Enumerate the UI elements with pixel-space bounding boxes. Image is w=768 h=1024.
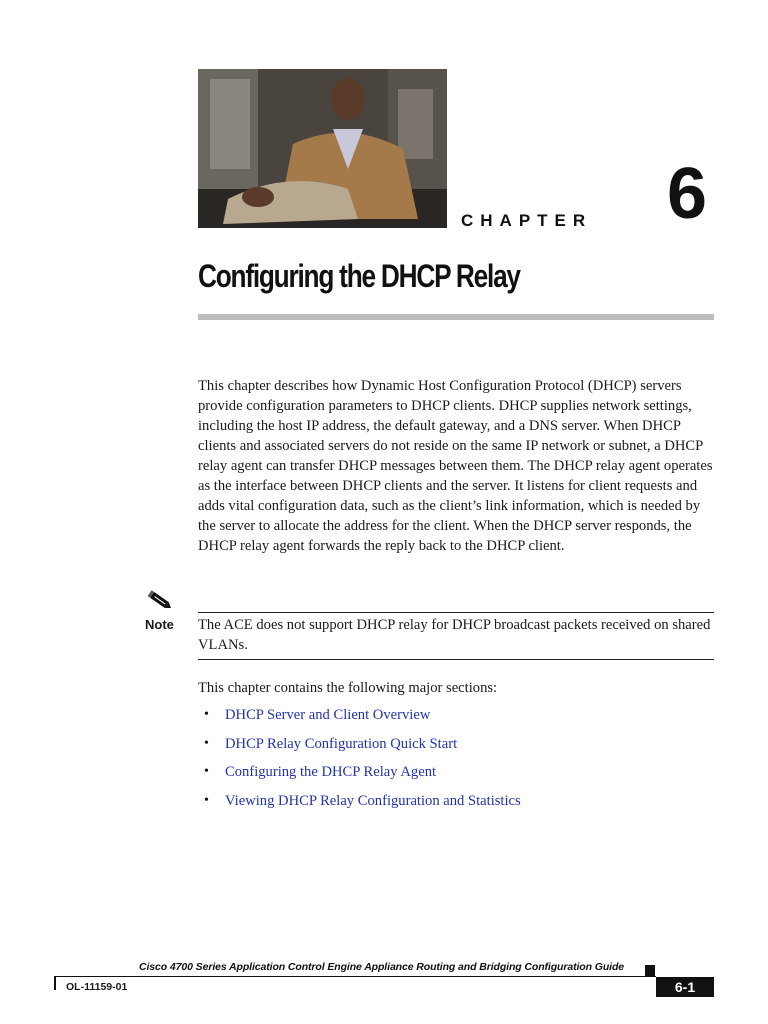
pencil-note-icon: [146, 588, 174, 614]
note-rule-bottom: [198, 659, 714, 660]
chapter-title: Configuring the DHCP Relay: [198, 258, 520, 294]
section-link-viewing-stats[interactable]: Viewing DHCP Relay Configuration and Statistics: [225, 792, 521, 809]
footer-guide-title: Cisco 4700 Series Application Control Engine Appliance Routing and Bridging Configuration Guide: [139, 961, 625, 973]
section-link-configuring-agent[interactable]: Configuring the DHCP Relay Agent: [225, 764, 437, 780]
footer-tick: [54, 976, 56, 990]
section-link-dhcp-overview[interactable]: DHCP Server and Client Overview: [225, 707, 431, 723]
note-rule-top: [198, 612, 714, 613]
footer-doc-code: OL-11159-01: [66, 981, 128, 993]
list-item: [198, 705, 521, 734]
footer-page-number: 6-1: [656, 977, 714, 997]
chapter-number: 6: [667, 154, 708, 234]
bullet: •: [204, 764, 209, 779]
sections-intro: This chapter contains the following major sections:: [198, 680, 498, 696]
list-item: [198, 791, 521, 820]
sections-list: [198, 705, 521, 819]
title-rule: [198, 314, 714, 320]
note-label: Note: [145, 617, 174, 632]
bullet: •: [204, 735, 209, 751]
section-link-quick-start[interactable]: DHCP Relay Configuration Quick Start: [225, 735, 458, 752]
intro-paragraph: This chapter describes how Dynamic Host Configuration Protocol (DHCP) servers provide configuration parameters to DHCP clients. DHCP supplies network settings, including the host IP address, the default gateway, and a DNS server. When DHCP clients and associated servers do not reside on the same IP network or subnet, a DHCP relay agent can transfer DHCP messages between them. The DHCP relay agent operates as the interface between DHCP clients and the server. It listens for client requests and adds vital configuration data, such as the client’s link information, which is needed by the server to allocate the address for the client. When the DHCP server responds, the DHCP relay agent forwards the reply back to the DHCP client.: [198, 378, 713, 554]
chapter-label: CHAPTER: [461, 211, 593, 230]
bullet: •: [204, 792, 209, 808]
bullet: •: [204, 707, 209, 722]
note-text: The ACE does not support DHCP relay for DHCP broadcast packets received on shared VLANs.: [198, 617, 711, 653]
footer-marker: [645, 965, 655, 976]
list-item: [198, 734, 521, 763]
list-item: [198, 762, 521, 791]
chapter-photo: [198, 69, 447, 228]
footer-rule: [54, 976, 656, 977]
